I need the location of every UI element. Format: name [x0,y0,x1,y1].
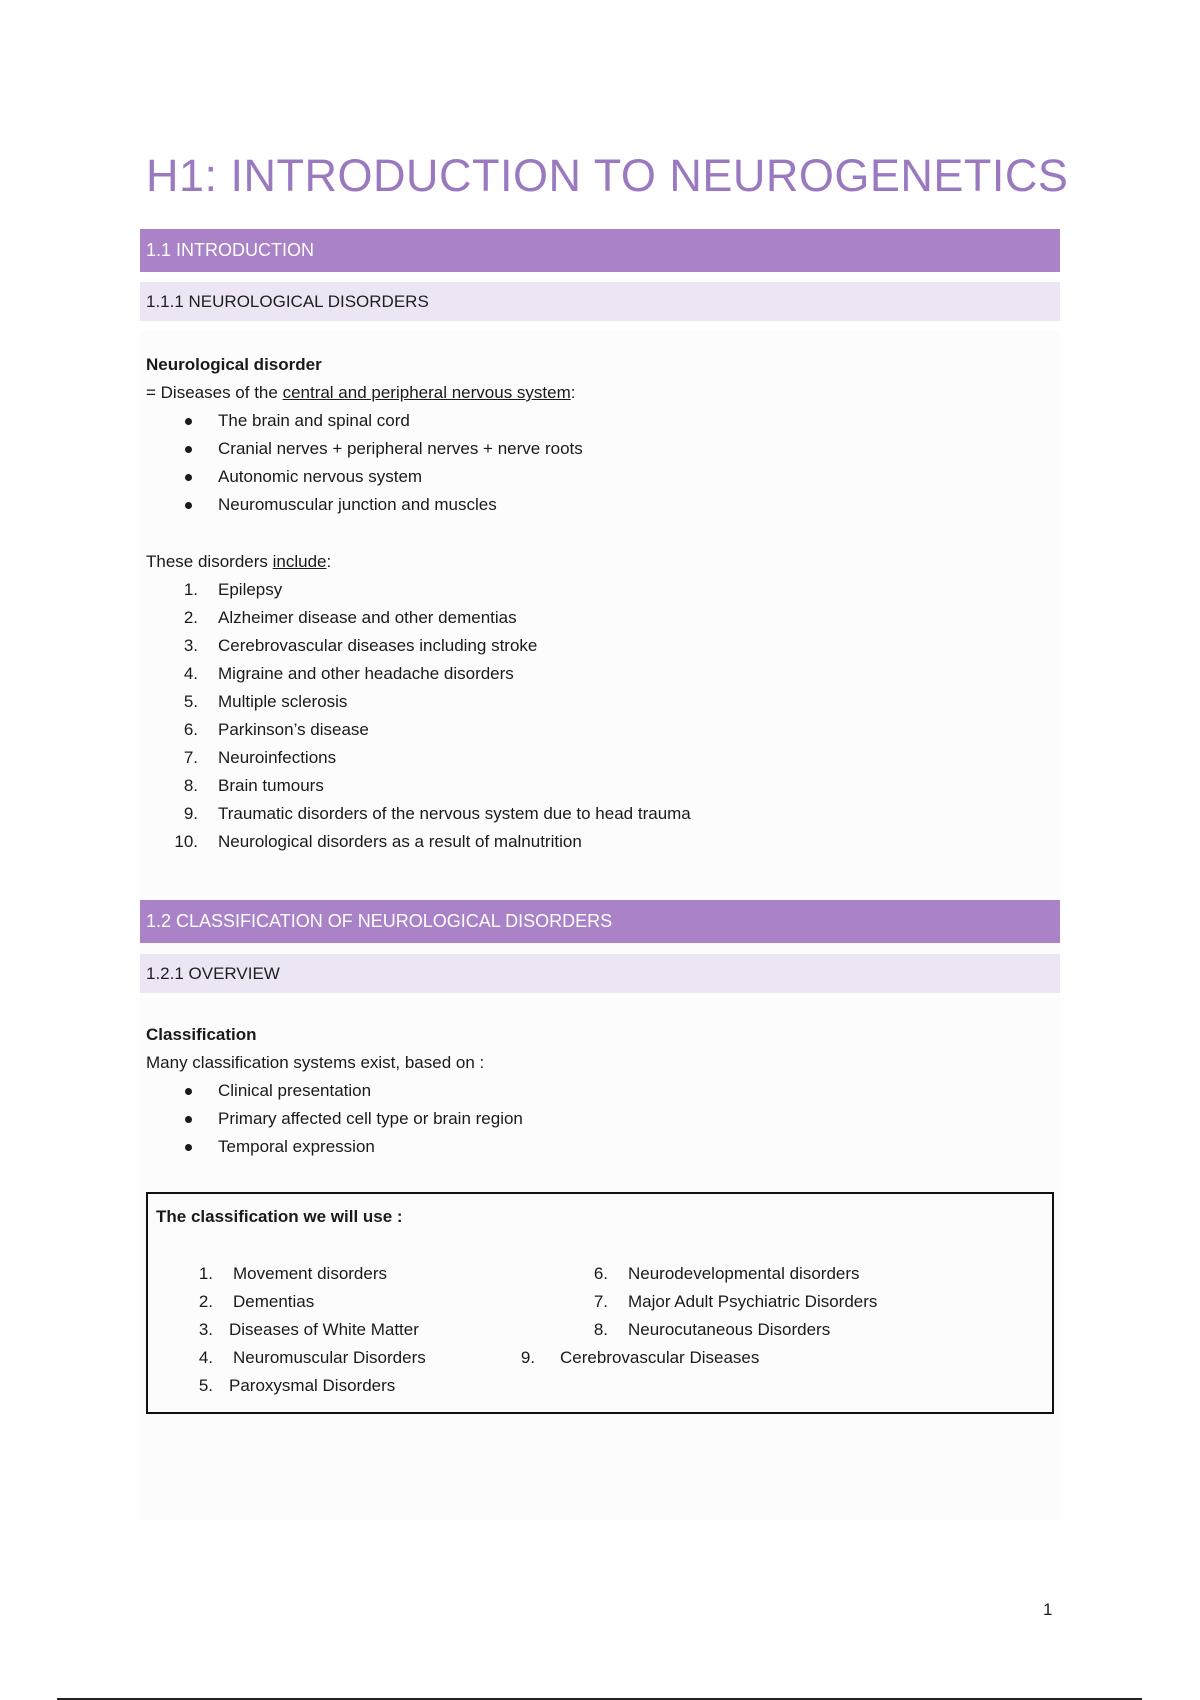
list-number: 10. [174,832,198,851]
list-text: Epilepsy [218,580,283,599]
list-text: Neurocutaneous Disorders [628,1320,831,1339]
list-number: 4. [198,1348,213,1367]
term-neurological-disorder: Neurological disorder [146,355,322,374]
list-number: 6. [593,1264,608,1283]
list-text: Paroxysmal Disorders [229,1376,396,1395]
list-text: Neurological disorders as a result of malnutrition [218,832,582,851]
list-item [593,1260,860,1288]
list-item [198,1316,419,1344]
classification-intro: Many classification systems exist, based on : [146,1053,485,1072]
list-item [183,660,514,688]
list-item: The brain and spinal cord [218,411,410,430]
subsection-heading-overview: 1.2.1 OVERVIEW [140,954,1060,993]
list-item [183,632,538,660]
page-title: H1: INTRODUCTION TO NEUROGENETICS [146,150,1069,201]
list-number: 7. [593,1292,608,1311]
list-item: Autonomic nervous system [218,467,423,486]
list-text: Brain tumours [218,776,324,795]
definition-suffix: : [570,383,576,402]
bullet-icon [185,418,192,425]
list-number: 9. [183,804,198,823]
list-text: Dementias [233,1292,315,1311]
list-text: Movement disorders [233,1264,388,1283]
list-number: 7. [183,748,198,767]
list-item [198,1372,396,1400]
include-underlined: include [272,552,327,571]
list-item [198,1260,388,1288]
list-number: 5. [183,692,198,711]
list-number: 3. [183,636,198,655]
list-item [520,1344,760,1372]
classification-box-title: The classification we will use : [156,1207,403,1226]
bullet-icon [185,446,192,453]
subsection-heading-neurological-disorders: 1.1.1 NEUROLOGICAL DISORDERS [140,282,1060,321]
list-text: Multiple sclerosis [218,692,348,711]
list-item [198,1344,426,1372]
list-number: 3. [198,1320,213,1339]
list-text: Cerebrovascular diseases including stroke [218,636,538,655]
list-item [183,800,691,828]
list-item: Temporal expression [218,1137,375,1156]
list-text: Major Adult Psychiatric Disorders [628,1292,878,1311]
list-number: 5. [198,1376,213,1395]
include-line [146,548,331,576]
list-number: 9. [520,1348,535,1367]
definition-line [146,379,576,407]
list-number: 1. [183,580,198,599]
term-classification: Classification [146,1025,257,1044]
list-item [593,1316,831,1344]
list-item [174,828,582,856]
list-text: Neuromuscular Disorders [233,1348,426,1367]
list-item [198,1288,315,1316]
definition-prefix: = Diseases of the [146,383,283,402]
list-number: 2. [183,608,198,627]
list-number: 2. [198,1292,213,1311]
include-prefix: These disorders [146,552,273,571]
list-item [183,716,369,744]
list-text: Parkinson’s disease [218,720,369,739]
list-item [593,1288,878,1316]
bullet-icon [185,474,192,481]
list-text: Neurodevelopmental disorders [628,1264,860,1283]
list-item [183,744,337,772]
list-text: Neuroinfections [218,748,337,767]
list-number: 8. [183,776,198,795]
list-text: Diseases of White Matter [229,1320,419,1339]
bullet-icon [185,1116,192,1123]
definition-underlined: central and peripheral nervous system [282,383,571,402]
list-item: Clinical presentation [218,1081,372,1100]
list-item: Neuromuscular junction and muscles [218,495,497,514]
list-number: 8. [593,1320,608,1339]
bullet-icon [185,1144,192,1151]
list-item [183,772,324,800]
section-heading-introduction: 1.1 INTRODUCTION [140,229,1060,272]
include-suffix: : [326,552,332,571]
bullet-icon [185,1088,192,1095]
list-item [183,688,348,716]
list-number: 6. [183,720,198,739]
list-item: Cranial nerves + peripheral nerves + nerve roots [218,439,583,458]
list-item [183,604,517,632]
list-number: 1. [198,1264,213,1283]
list-text: Alzheimer disease and other dementias [218,608,517,627]
list-text: Migraine and other headache disorders [218,664,514,683]
list-number: 4. [183,664,198,683]
bullet-icon [185,502,192,509]
list-text: Traumatic disorders of the nervous system due to head trauma [218,804,691,823]
list-item: Primary affected cell type or brain region [218,1109,523,1128]
list-text: Cerebrovascular Diseases [560,1348,760,1367]
page-number: 1 [1043,1600,1053,1619]
list-item [183,576,283,604]
section-heading-classification: 1.2 CLASSIFICATION OF NEUROLOGICAL DISORDERS [140,900,1060,943]
